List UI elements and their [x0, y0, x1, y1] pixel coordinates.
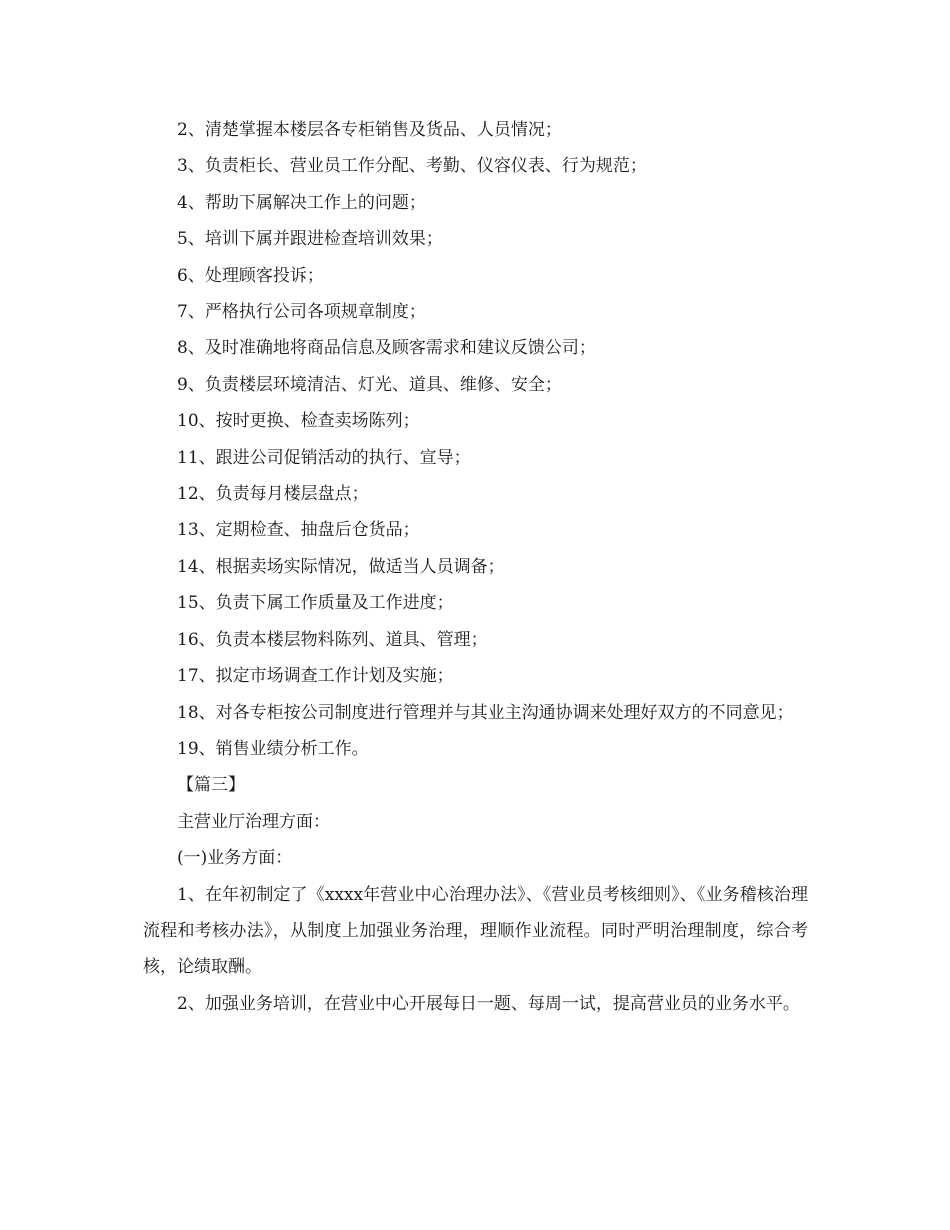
paragraph: 9、负责楼层环境清洁、灯光、道具、维修、安全；	[177, 374, 562, 395]
paragraph: 6、处理顾客投诉；	[177, 265, 324, 286]
paragraph: 19、销售业绩分析工作。	[177, 738, 369, 759]
document-body	[143, 112, 808, 1022]
paragraph: 2、加强业务培训，在营业中心开展每日一题、每周一试，提高营业员的业务水平。	[177, 993, 800, 1014]
paragraph: 3、负责柜长、营业员工作分配、考勤、仪容仪表、行为规范；	[177, 156, 647, 177]
paragraph: 10、按时更换、检查卖场陈列；	[177, 411, 420, 432]
paragraph: 17、拟定市场调查工作计划及实施；	[177, 666, 454, 687]
paragraph: 5、培训下属并跟进检查培训效果；	[177, 229, 443, 250]
paragraph: 13、定期检查、抽盘后仓货品；	[177, 520, 420, 541]
paragraph: 7、严格执行公司各项规章制度；	[177, 302, 426, 323]
paragraph: (一)业务方面：	[177, 848, 293, 869]
paragraph: 16、负责本楼层物料陈列、道具、管理；	[177, 629, 488, 650]
section-heading: 【篇三】	[177, 775, 245, 796]
paragraph: 4、帮助下属解决工作上的问题；	[177, 192, 426, 213]
paragraph: 15、负责下属工作质量及工作进度；	[177, 593, 454, 614]
paragraph: 8、及时准确地将商品信息及顾客需求和建议反馈公司；	[177, 338, 596, 359]
paragraph: 18、对各专柜按公司制度进行管理并与其业主沟通协调来处理好双方的不同意见；	[177, 702, 794, 723]
paragraph: 2、清楚掌握本楼层各专柜销售及货品、人员情况；	[177, 120, 562, 140]
paragraph: 12、负责每月楼层盘点；	[177, 484, 369, 505]
paragraph: 14、根据卖场实际情况，做适当人员调备；	[177, 556, 505, 577]
paragraph: 主营业厅治理方面：	[177, 811, 330, 832]
paragraph: 1、在年初制定了《xxxx年营业中心治理办法》、《营业员考核细则》、《业务稽核治理流程和考核办法》，从制度上加强业务治理，理顺作业流程。同时严明治理制度，综合考核，论绩取酬。	[143, 884, 808, 978]
paragraph: 11、跟进公司促销活动的执行、宣导；	[177, 447, 471, 468]
